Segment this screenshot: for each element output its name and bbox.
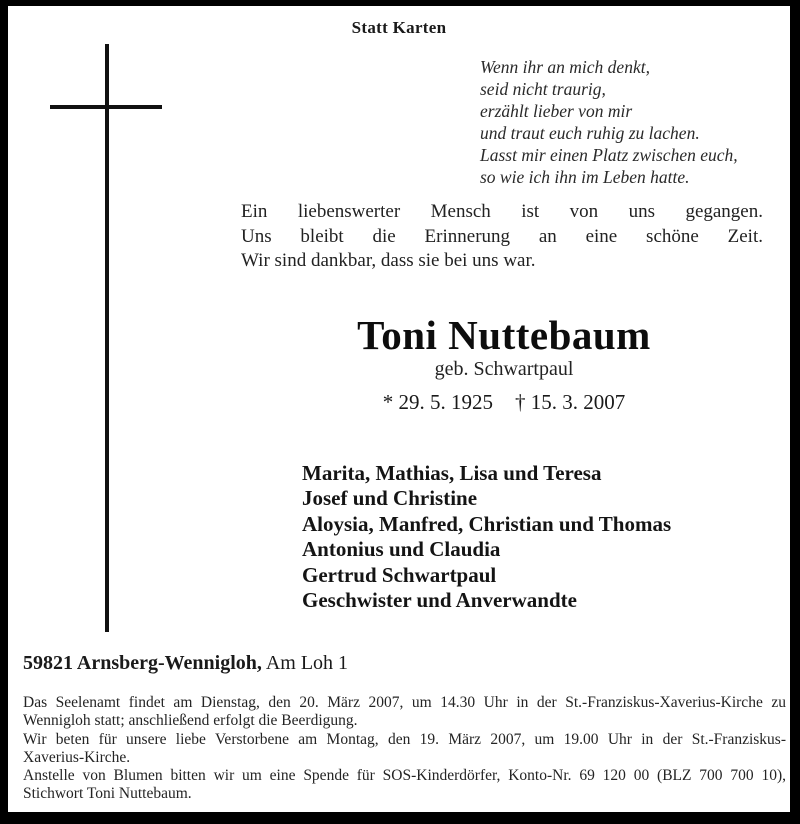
details-line: Xaverius-Kirche. [23, 748, 131, 766]
mourner-line: Antonius und Claudia [302, 537, 501, 562]
intro-line: Wir sind dankbar, dass sie bei uns war. [241, 250, 536, 271]
mourner-line: Josef und Christine [302, 486, 478, 511]
details-line: Wir beten für unsere liebe Verstorbene am Montag, den 19. März 2007, um 19.00 Uhr in der St.-Franziskus- [23, 730, 786, 748]
deceased-name: Toni Nuttebaum [357, 312, 651, 358]
mourners-list [302, 461, 671, 613]
cross-vertical-bar [105, 44, 109, 632]
funeral-details [23, 694, 786, 804]
statt-karten-heading: Statt Karten [351, 18, 447, 37]
poem-line: Wenn ihr an mich denkt, [480, 57, 650, 77]
life-dates [241, 390, 767, 415]
poem-line: Lasst mir einen Platz zwischen euch, [480, 145, 738, 165]
address-street: Am Loh 1 [261, 652, 349, 674]
poem-line: seid nicht traurig, [480, 79, 606, 99]
poem-line: erzählt lieber von mir [480, 101, 633, 121]
obituary-page [8, 6, 790, 812]
address-city: 59821 Arnsberg-Wennigloh, [23, 652, 262, 674]
cross-horizontal-bar [50, 105, 162, 109]
maiden-name: geb. Schwartpaul [434, 358, 574, 380]
details-line: Stichwort Toni Nuttebaum. [23, 785, 192, 803]
details-line: Wennigloh statt; anschließend erfolgt die Beerdigung. [23, 712, 358, 730]
memorial-poem [480, 56, 738, 188]
poem-line: und traut euch ruhig zu lachen. [480, 123, 700, 143]
birth-date: * 29. 5. 1925 [382, 390, 493, 414]
address-line [23, 652, 348, 675]
intro-line: Ein liebenswerter Mensch ist von uns gegangen. [241, 201, 763, 222]
intro-line: Uns bleibt die Erinnerung an eine schöne Zeit. [241, 225, 763, 247]
mourner-line: Gertrud Schwartpaul [302, 562, 497, 587]
details-line: Das Seelenamt findet am Dienstag, den 20. März 2007, um 14.30 Uhr in der St.-Franziskus-Xaverius-Kirche zu [23, 694, 786, 711]
poem-line: so wie ich ihn im Leben hatte. [480, 167, 690, 187]
details-line: Anstelle von Blumen bitten wir um eine Spende für SOS-Kinderdörfer, Konto-Nr. 69 120 00 (BLZ 700 700 10), [23, 767, 786, 785]
deceased-block [241, 314, 767, 415]
death-date: † 15. 3. 2007 [515, 390, 626, 414]
mourner-line: Geschwister und Anverwandte [302, 588, 577, 613]
mourner-line: Aloysia, Manfred, Christian und Thomas [302, 511, 672, 536]
intro-text [241, 200, 763, 274]
mourner-line: Marita, Mathias, Lisa und Teresa [302, 461, 602, 485]
